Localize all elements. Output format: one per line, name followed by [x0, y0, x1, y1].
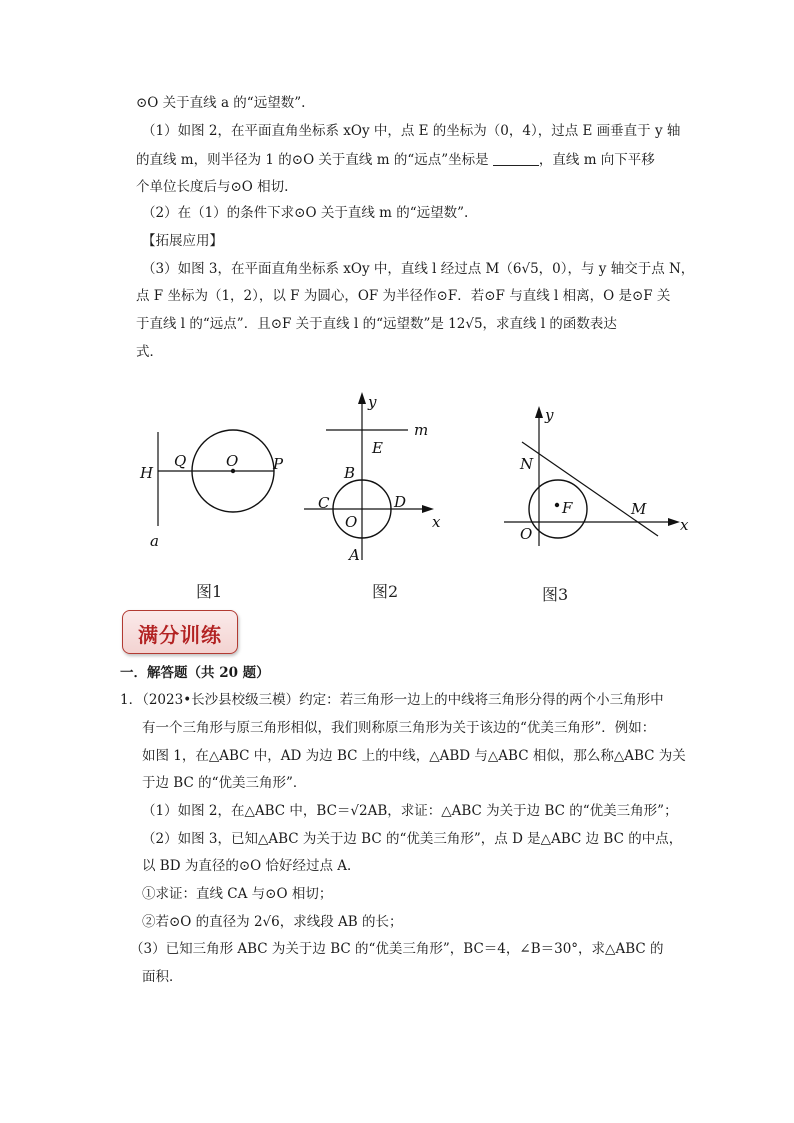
x-arrow-icon [668, 518, 680, 526]
answer-blank [493, 151, 539, 166]
question-line: 有一个三角形与原三角形相似，我们则称原三角形为关于该边的“优美三角形”．例如： [142, 720, 656, 736]
question-line: ②若⊙O 的直径为 2√6，求线段 AB 的长； [142, 914, 403, 930]
question-line: 以 BD 为直径的⊙O 恰好经过点 A． [142, 858, 361, 874]
text-line: （2）在（1）的条件下求⊙O 关于直线 m 的“远望数”. [142, 205, 469, 221]
text-line: 个单位长度后与⊙O 相切. [136, 179, 289, 195]
label-n: N [520, 455, 534, 473]
text-line [136, 150, 655, 170]
label-p: P [273, 455, 284, 473]
center-point [555, 503, 559, 507]
figure-1 [130, 420, 300, 550]
section-heading: 一．解答题（共 20 题） [120, 665, 270, 681]
badge-label: 满分训练 [138, 623, 222, 647]
figure-3 [500, 400, 700, 550]
text-line: 于直线 l 的“远点”．且⊙F 关于直线 l 的“远望数”是 12√5，求直线 l 的函数表达 [136, 316, 617, 332]
label-a: A [349, 546, 360, 564]
text-line: （3）如图 3，在平面直角坐标系 xOy 中，直线 l 经过点 M（6√5，0），与 y 轴交于点 N， [142, 261, 695, 277]
label-m: m [414, 421, 429, 439]
question-line: （2）如图 3，已知△ABC 为关于边 BC 的“优美三角形”，点 D 是△ABC 边 BC 的中点， [142, 831, 683, 847]
question-line: 于边 BC 的“优美三角形”． [142, 775, 307, 791]
x-arrow-icon [422, 505, 434, 513]
text-line: 点 F 坐标为（1，2），以 F 为圆心，OF 为半径作⊙F．若⊙F 与直线 l 相离，O 是⊙F 关 [136, 288, 671, 304]
figure-1-caption: 图1 [196, 582, 223, 601]
label-b: B [344, 464, 356, 482]
label-x: x [680, 516, 689, 534]
text-line: 式． [136, 344, 163, 360]
label-a: a [150, 532, 159, 550]
y-arrow-icon [535, 406, 543, 418]
circle-f [529, 480, 587, 538]
label-e: E [372, 439, 383, 457]
figure-2 [300, 388, 450, 568]
text-line: ⊙O 关于直线 a 的“远望数”. [136, 95, 306, 111]
question-line: 如图 1，在△ABC 中，AD 为边 BC 上的中线，△ABD 与△ABC 相似，那么称△ABC 为关 [142, 748, 686, 764]
question-line: 1．（2023•长沙县校级三模）约定：若三角形一边上的中线将三角形分得的两个小三角形中 [120, 692, 664, 708]
label-f: F [562, 499, 573, 517]
y-arrow-icon [358, 392, 366, 404]
label-d: D [394, 493, 407, 511]
question-line: 面积． [142, 969, 183, 985]
label-h: H [140, 464, 154, 482]
text-line: 【拓展应用】 [142, 233, 223, 249]
figure-2-caption: 图2 [372, 582, 399, 601]
figure-3-caption: 图3 [542, 585, 569, 604]
text-fragment: 的直线 m，则半径为 1 的⊙O 关于直线 m 的“远点”坐标是 [136, 152, 493, 168]
label-m: M [631, 500, 647, 518]
label-o: O [345, 513, 358, 531]
text-line: （1）如图 2，在平面直角坐标系 xOy 中，点 E 的坐标为（0，4），过点 E 画垂直于 y 轴 [142, 123, 681, 139]
label-c: C [318, 494, 330, 512]
question-line: （3）已知三角形 ABC 为关于边 BC 的“优美三角形”，BC＝4，∠B＝30°，求△ABC 的 [130, 941, 664, 957]
label-x: x [432, 513, 441, 531]
label-o: O [226, 452, 239, 470]
question-line: ①求证：直线 CA 与⊙O 相切； [142, 886, 333, 902]
question-line: （1）如图 2，在△ABC 中，BC＝√2AB，求证：△ABC 为关于边 BC 的“优美三角形”； [142, 803, 678, 819]
section-badge [122, 610, 238, 654]
label-y: y [545, 406, 554, 424]
label-y: y [368, 393, 377, 411]
text-fragment: ，直线 m 向下平移 [538, 152, 655, 168]
label-o: O [520, 525, 533, 543]
label-q: Q [174, 452, 187, 470]
